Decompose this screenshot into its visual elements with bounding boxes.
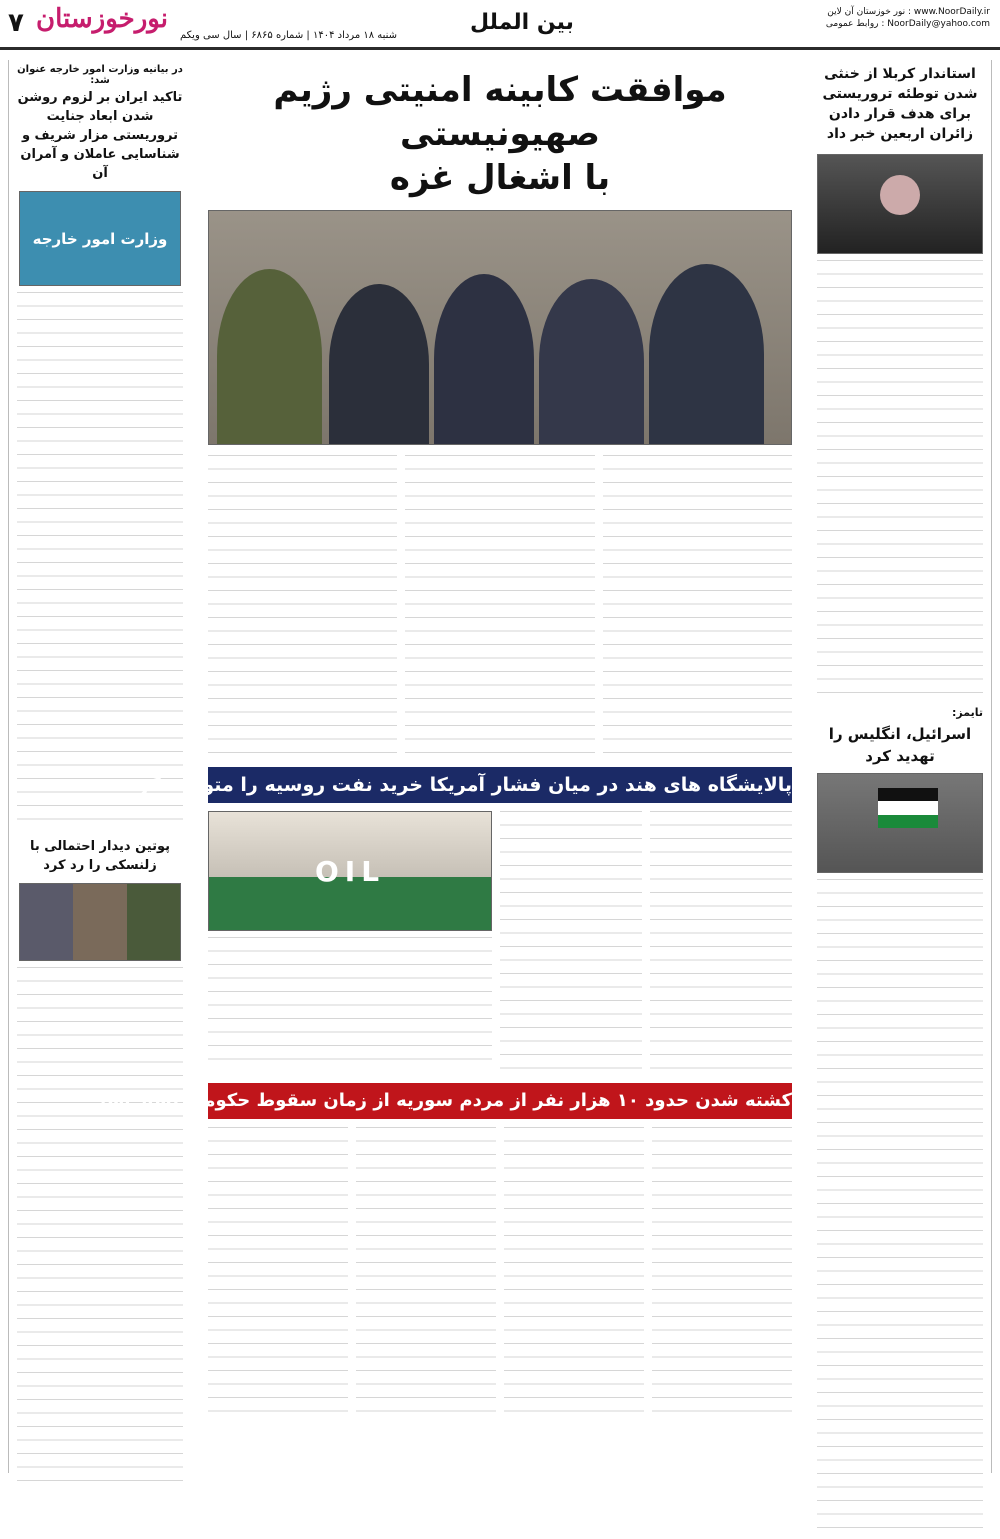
main-story-col-3: [208, 455, 397, 755]
cabinet-photo: [208, 210, 792, 445]
story2-body: [208, 811, 792, 1071]
person-2-silhouette: [329, 284, 429, 444]
protest-photo: [817, 773, 983, 873]
right-story2-body: [817, 879, 983, 1539]
palestine-flag-icon: [878, 788, 938, 828]
story2-headline[interactable]: پالایشگاه های هند در میان فشار آمریکا خرید نفت روسیه را متوقف کردند: [208, 767, 792, 803]
main-headline-line1[interactable]: موافقت کابینه امنیتی رژیم صهیونیستی: [273, 70, 727, 154]
left-story1-title[interactable]: تاکید ایران بر لزوم روشن شدن ابعاد جنایت تروریستی مزار شریف و شناسایی عاملان و آمران آن: [17, 90, 183, 181]
person-5-silhouette: [649, 264, 764, 444]
issue-line: شنبه ۱۸ مرداد ۱۴۰۴ | شماره ۶۸۶۵ | سال سی ویکم: [180, 30, 398, 41]
right-story2-title[interactable]: اسرائیل، انگلیس را تهدید کرد: [828, 725, 972, 765]
left-story2-body: [17, 967, 183, 1487]
person-4-silhouette: [539, 279, 644, 444]
oil-barrels-photo: OIL: [208, 811, 492, 931]
right-story1-body: [817, 260, 983, 700]
logo: نورخوزستان: [36, 4, 168, 34]
right-story1-title[interactable]: استاندار کربلا از خنثی شدن توطئه تروریستی برای هدف قرار دادن زائران اربعین خبر داد: [822, 66, 978, 142]
right-story2-kicker: تایمز:: [951, 706, 983, 719]
person-3-silhouette: [434, 274, 534, 444]
story3-headline[interactable]: کشته شدن حدود ۱۰ هزار نفر از مردم سوریه از زمان سقوط حکومت بشار اسد: [208, 1083, 792, 1119]
right-column: [809, 60, 992, 1473]
story3-col-2: [504, 1127, 644, 1422]
person-face-icon: [880, 175, 920, 215]
main-story-col-1: [603, 455, 792, 755]
left-story2-title[interactable]: پوتین دیدار احتمالی با زلنسکی را رد کرد: [29, 839, 171, 873]
section-title: بین الملل: [470, 10, 574, 35]
site-line-2: روابط عمومی : NoorDaily@yahoo.com: [825, 19, 990, 29]
story3-col-4: [208, 1127, 348, 1422]
leaders-photo: [19, 883, 181, 961]
story3-col-1: [652, 1127, 792, 1422]
site-line-1: نور خوزستان آن لاین : www.NoorDaily.ir: [827, 7, 990, 17]
person-1-silhouette: [217, 269, 322, 444]
foreign-ministry-logo: وزارت امور خارجه: [19, 191, 181, 286]
leader-3-photo: [20, 884, 73, 960]
leader-1-photo: [127, 884, 180, 960]
main-headline-line2[interactable]: با اشغال غزه: [389, 158, 611, 198]
main-story-body: [208, 455, 792, 755]
story3-col-3: [356, 1127, 496, 1422]
main-story-col-2: [405, 455, 594, 755]
site-info: [826, 6, 990, 30]
governor-photo: [817, 154, 983, 254]
page-header: [0, 0, 1000, 50]
story2-col-3: [208, 937, 492, 1071]
story2-right-block: [208, 811, 492, 1071]
left-story1-kicker: در بیانیه وزارت امور خارجه عنوان شد:: [17, 64, 183, 86]
left-story1-body: [17, 292, 183, 827]
page-number: ۷: [8, 8, 24, 38]
story2-col-1: [650, 811, 792, 1071]
leader-2-photo: [73, 884, 126, 960]
story2-col-2: [500, 811, 642, 1071]
story3-body: [208, 1127, 792, 1422]
